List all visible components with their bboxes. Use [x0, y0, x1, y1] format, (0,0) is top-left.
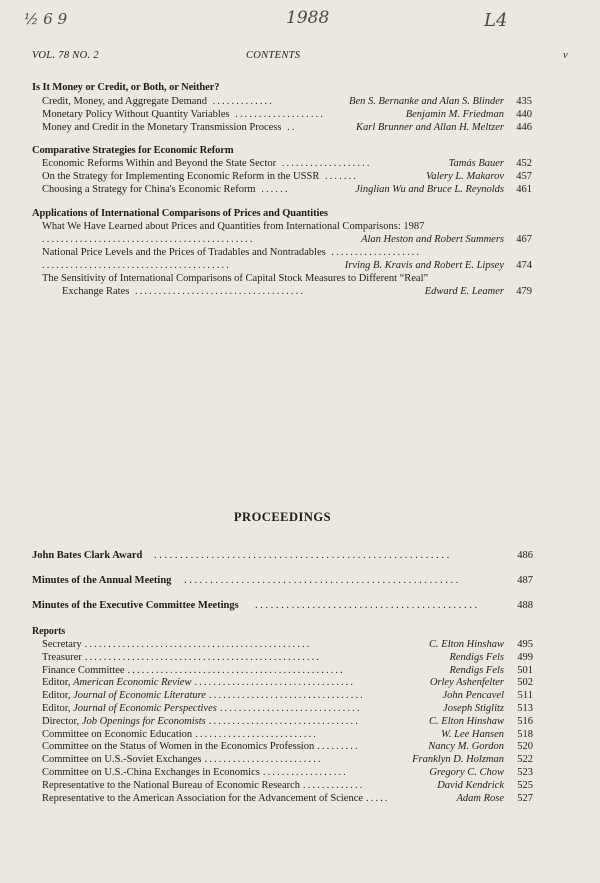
handwritten-note-right: L4 [484, 10, 508, 31]
proceedings-item-page: 486 [517, 550, 533, 561]
report-title: Committee on Economic Education [42, 728, 193, 740]
report-item [42, 729, 533, 740]
report-page: 513 [517, 703, 533, 714]
leader-dots: ............................................. [42, 234, 255, 245]
leader-dots: .......................... [195, 728, 319, 740]
proceedings-item [32, 600, 533, 611]
toc-entry [42, 246, 532, 259]
toc-entry [42, 121, 532, 134]
section-heading: Applications of International Comparisons of Prices and Quantities [32, 208, 328, 219]
report-author: C. Elton Hinshaw [429, 715, 504, 727]
entry-title: Monetary Policy Without Quantity Variables [42, 109, 230, 120]
contents-label: CONTENTS [246, 50, 301, 61]
toc-entry [42, 272, 532, 285]
entry-author: Jinglian Wu and Bruce L. Reynolds [355, 184, 504, 195]
entry-page: 457 [516, 171, 532, 182]
report-item [42, 741, 533, 752]
toc-entry [42, 95, 532, 108]
leader-dots: .............................................. [127, 664, 345, 676]
proceedings-item-page: 487 [517, 575, 533, 586]
entry-page: 479 [516, 286, 532, 297]
leader-dots: ......................... [204, 754, 323, 766]
entry-author: Tamás Bauer [448, 158, 504, 169]
report-title: Representative to the National Bureau of Economic Research [42, 779, 301, 791]
report-title-italic: Journal of Economic Literature [73, 690, 206, 702]
report-title: Director, [42, 715, 82, 727]
report-item [42, 754, 533, 765]
report-page: 523 [517, 767, 533, 778]
leader-dots: ....... [324, 171, 359, 182]
report-item [42, 652, 533, 663]
report-author: Rendigs Fels [449, 651, 504, 663]
entry-page: 446 [516, 122, 532, 133]
leader-dots: ................................. [208, 690, 365, 702]
leader-dots: ......... [317, 741, 360, 753]
report-page: 520 [517, 741, 533, 753]
report-item [42, 716, 533, 727]
entry-author: Benjamin M. Friedman [405, 109, 504, 120]
leader-dots: ........................................... [255, 600, 480, 611]
proceedings-item-label: Minutes of the Annual Meeting [32, 575, 172, 586]
report-page: 502 [517, 677, 533, 689]
report-page: 522 [517, 754, 533, 766]
leader-dots: ......................................................... [154, 550, 452, 561]
report-title: Editor, [42, 703, 74, 714]
report-item [42, 780, 533, 791]
entry-page: 435 [516, 96, 532, 107]
toc-entry [42, 170, 532, 183]
report-author: David Kendrick [437, 779, 504, 791]
report-page: 527 [517, 792, 533, 804]
report-page: 518 [517, 728, 533, 740]
entry-page: 440 [516, 109, 532, 120]
leader-dots: .. [287, 122, 297, 133]
leader-dots: .............................. [219, 703, 362, 714]
proceedings-item-label: John Bates Clark Award [32, 550, 143, 561]
leader-dots: .................................................. [84, 651, 322, 663]
entry-page: 467 [516, 234, 532, 245]
report-title-italic: American Economic Review [73, 677, 192, 689]
report-author: John Pencavel [442, 690, 504, 702]
toc-entry-continuation [42, 233, 532, 246]
entry-title: The Sensitivity of International Comparisons of Capital Stock Measures to Different “Real” [42, 273, 429, 284]
report-title: Editor, [42, 690, 74, 702]
toc-entry [42, 108, 532, 121]
toc-entry-continuation [62, 285, 532, 298]
report-author: Orley Ashenfelter [429, 677, 504, 689]
page-numeral: v [563, 50, 568, 61]
entry-title: What We Have Learned about Prices and Quantities from International Comparisons: 1987 [42, 221, 425, 232]
report-item [42, 703, 533, 714]
report-title-italic: Job Openings for Economists [81, 715, 206, 727]
leader-dots: ..................................................... [184, 575, 461, 586]
report-author: Nancy M. Gordon [428, 741, 504, 753]
entry-author: Ben S. Bernanke and Alan S. Blinder [349, 96, 504, 107]
report-page: 525 [517, 779, 533, 791]
proceedings-item [32, 575, 533, 586]
report-item [42, 690, 533, 701]
entry-title: Money and Credit in the Monetary Transmission Process [42, 122, 282, 133]
report-author: Gregory C. Chow [429, 767, 504, 778]
report-page: 495 [517, 639, 533, 650]
handwritten-note-left: ½ 6 9 [24, 10, 68, 28]
report-item [42, 639, 533, 650]
entry-title: Credit, Money, and Aggregate Demand [42, 96, 207, 107]
leader-dots: ................................................ [84, 639, 312, 650]
toc-entry [42, 183, 532, 196]
entry-author: Alan Heston and Robert Summers [361, 234, 504, 245]
report-item [42, 677, 533, 688]
section-heading: Is It Money or Credit, or Both, or Neither? [32, 82, 220, 93]
proceedings-item [32, 550, 533, 561]
leader-dots: ..... [366, 792, 390, 804]
entry-author: Valery L. Makarov [425, 171, 504, 182]
leader-dots: ............. [303, 779, 365, 791]
entry-title: On the Strategy for Implementing Economic Reform in the USSR [42, 171, 320, 182]
leader-dots: .................................. [194, 677, 356, 689]
report-item [42, 793, 533, 804]
report-page: 516 [517, 715, 533, 727]
handwritten-note-center: 1988 [286, 8, 330, 28]
report-title: Committee on the Status of Women in the Economics Profession [42, 741, 315, 753]
leader-dots: ................................ [208, 715, 360, 727]
entry-page: 452 [516, 158, 532, 169]
report-page: 511 [517, 690, 533, 702]
report-title: Treasurer [42, 651, 82, 663]
toc-entry-continuation [42, 259, 532, 272]
leader-dots: ...... [261, 184, 290, 195]
volume-label: VOL. 78 NO. 2 [32, 50, 99, 61]
proceedings-item-page: 488 [517, 600, 533, 611]
proceedings-item-label: Minutes of the Executive Committee Meetings [32, 600, 239, 611]
report-page: 501 [517, 664, 533, 676]
report-author: Rendigs Fels [449, 664, 504, 676]
report-item [42, 665, 533, 676]
report-title: Committee on U.S.-Soviet Exchanges [42, 754, 202, 766]
leader-dots: .................. [262, 767, 348, 778]
leader-dots: ............. [212, 96, 275, 107]
leader-dots: ................... [281, 158, 372, 169]
entry-page: 461 [516, 184, 532, 195]
entry-title: National Price Levels and the Prices of Tradables and Nontradables [42, 247, 326, 258]
report-title-italic: Journal of Economic Perspectives [73, 703, 217, 714]
report-title: Secretary [42, 639, 82, 650]
toc-entry [42, 157, 532, 170]
entry-page: 474 [516, 260, 532, 271]
report-author: Franklyn D. Holzman [412, 754, 504, 766]
report-item [42, 767, 533, 778]
proceedings-title: PROCEEDINGS [233, 510, 332, 524]
entry-author: Irving B. Kravis and Robert E. Lipsey [344, 260, 504, 271]
leader-dots: ................... [331, 247, 422, 258]
leader-dots: .................................... [134, 286, 306, 297]
section-heading: Comparative Strategies for Economic Reform [32, 145, 234, 156]
entry-title: Economic Reforms Within and Beyond the State Sector [42, 158, 277, 169]
leader-dots: ........................................ [42, 260, 231, 271]
report-author: C. Elton Hinshaw [429, 639, 504, 650]
report-title: Committee on U.S.-China Exchanges in Economics [42, 767, 260, 778]
entry-author: Edward E. Leamer [424, 286, 504, 297]
report-title: Finance Committee [42, 664, 125, 676]
report-author: Joseph Stiglitz [443, 703, 504, 714]
report-author: Adam Rose [456, 792, 504, 804]
report-title: Representative to the American Association for the Advancement of Science [42, 792, 364, 804]
entry-author: Karl Brunner and Allan H. Meltzer [356, 122, 504, 133]
report-author: W. Lee Hansen [441, 728, 504, 740]
report-page: 499 [517, 651, 533, 663]
toc-entry [42, 220, 532, 233]
reports-heading: Reports [32, 626, 66, 637]
report-title: Editor, [42, 677, 74, 689]
entry-title-continuation: Exchange Rates [62, 286, 130, 297]
entry-title: Choosing a Strategy for China's Economic Reform [42, 184, 256, 195]
leader-dots: ................... [235, 109, 325, 120]
